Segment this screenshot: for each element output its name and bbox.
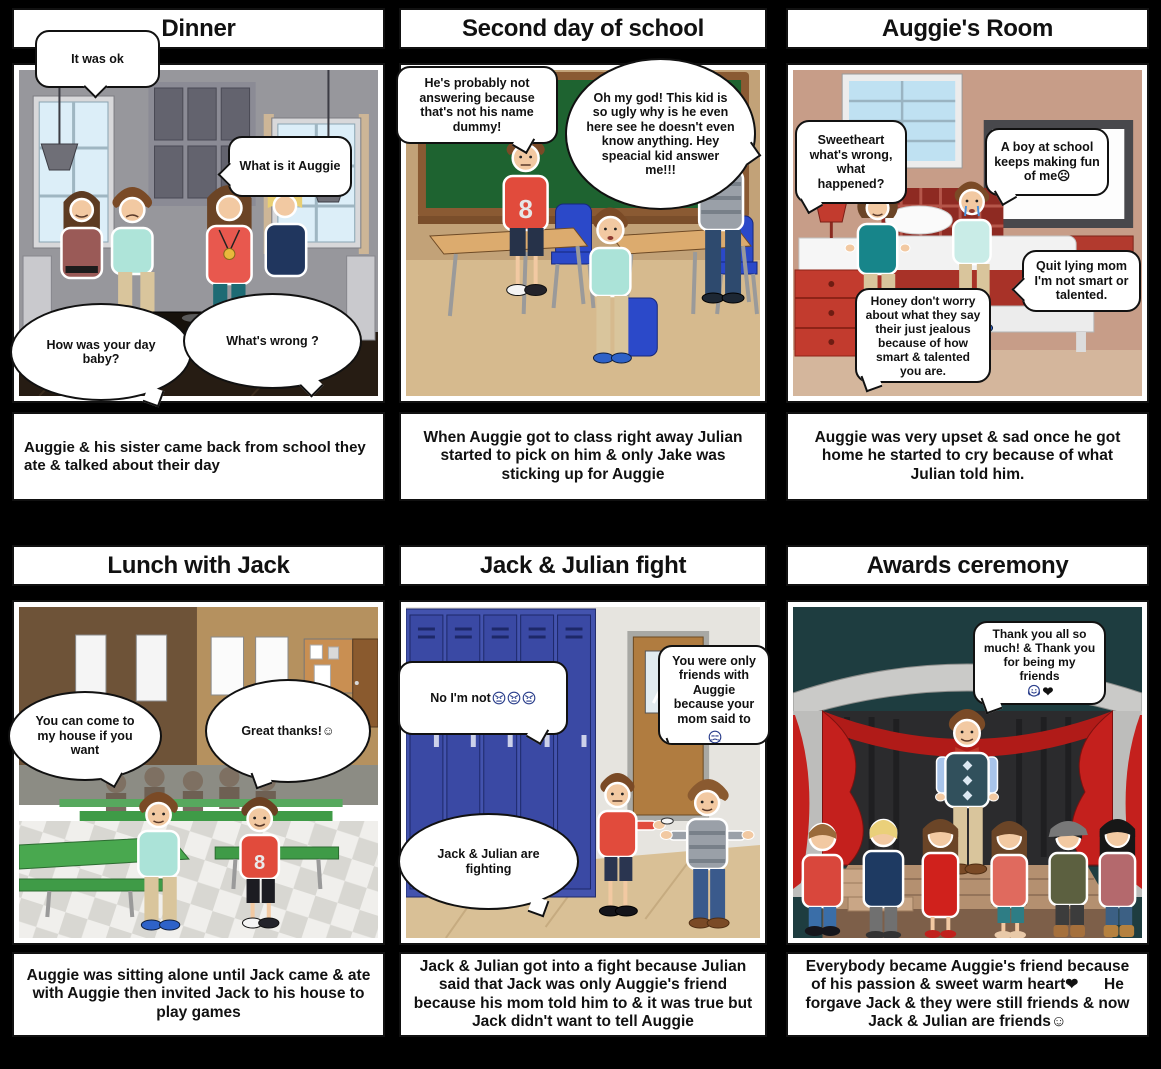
speech-bubble (10, 303, 192, 401)
speech-bubble-text: Thank you all so much! & Thank you for being my friends (983, 627, 1096, 683)
cell-description-text: Auggie & his sister came back from school they ate & talked about their day (24, 438, 370, 474)
speech-bubble-text: No I'm not (430, 690, 491, 705)
speech-bubble (565, 58, 756, 210)
speech-bubble (985, 128, 1109, 196)
storyboard-cell-second-day[interactable] (399, 8, 767, 508)
cell-title (786, 8, 1149, 49)
speech-bubble (8, 691, 162, 781)
speech-bubble (35, 30, 160, 88)
cell-title-text: Auggie's Room (881, 14, 1054, 42)
speech-bubble-text: You can come to my house if you want (35, 714, 135, 758)
cell-description (399, 952, 767, 1037)
cell-title-text: Second day of school (461, 14, 705, 42)
bench-back (80, 811, 333, 821)
speech-bubble (398, 813, 579, 910)
cell-scene (399, 63, 767, 403)
jersey-number: 8 (254, 852, 266, 874)
speech-bubble-text: A boy at school keeps making fun of me☹ (994, 140, 1100, 184)
speech-bubble (228, 136, 352, 197)
door-white (136, 635, 166, 701)
cell-description-text: Auggie was very upset & sad once he got home he started to cry because of what Julian told him. (814, 429, 1125, 483)
cell-description (399, 412, 767, 501)
storyboard-cell-dinner[interactable] (12, 8, 385, 508)
storyboard-cell-awards-ceremony[interactable] (786, 545, 1149, 1045)
speech-bubble-text: What's wrong ? (226, 333, 319, 348)
bench-back (59, 799, 342, 807)
cell-scene (786, 600, 1149, 945)
speech-bubble (1022, 250, 1141, 312)
cell-description-text: Jack & Julian got into a fight because Julian said that Jack was only Auggie's friend because his mom told him to & it was true but Jack didn't want to tell Auggie (413, 957, 757, 1030)
storyboard-cell-lunch-with-jack[interactable] (12, 545, 385, 1045)
speech-bubble-text: Sweetheart what's wrong, what happened? (809, 133, 893, 191)
cell-description (12, 412, 385, 501)
character-dad (266, 186, 306, 276)
angry-face-icon (492, 691, 506, 705)
jersey-number: 8 (518, 193, 533, 225)
cell-title-text: Lunch with Jack (107, 551, 290, 579)
speech-bubble-text: He's probably not answering because that's not his name dummy! (419, 76, 535, 134)
speech-bubble-text: Great thanks!☺ (241, 723, 335, 738)
cell-description-text: Auggie was sitting alone until Jack came & ate with Auggie then invited Jack to his house to play games (26, 967, 375, 1021)
character-mom (61, 191, 101, 278)
cell-title-text: Jack & Julian fight (479, 551, 687, 579)
cell-title (399, 545, 767, 586)
cell-description-text: When Auggie got to class right away Julian started to pick on him & only Jake was sticking up for Auggie (423, 429, 747, 483)
cell-title (399, 8, 767, 49)
cell-scene (399, 600, 767, 945)
storyboard-cell-auggies-room[interactable] (786, 8, 1149, 508)
cell-description-text: Everybody became Auggie's friend because of his passion & sweet warm heart❤ He forgave Jack & they were still friends & now Jack & Julian are friends☺ (805, 957, 1134, 1030)
cell-title-text: Awards ceremony (866, 551, 1069, 579)
hugging-face-icon (1027, 684, 1041, 698)
speech-bubble (855, 288, 991, 383)
cell-description (12, 952, 385, 1037)
speech-bubble-text: Honey don't worry about what they say their just jealous because of how smart & talented you are. (865, 294, 981, 378)
black-heart-icon: ❤ (1042, 683, 1054, 699)
cell-title (786, 545, 1149, 586)
cell-description (786, 952, 1149, 1037)
speech-bubble-text: Oh my god! This kid is so ugly why is he even here see he doesn't even know anything. Hey speacial kid answer me!!! (586, 90, 735, 177)
cell-description (786, 412, 1149, 501)
angry-face-icon (522, 691, 536, 705)
speech-bubble (398, 661, 568, 735)
cell-scene (786, 63, 1149, 403)
cell-scene (12, 600, 385, 945)
angry-face-icon (507, 691, 521, 705)
speech-bubble-text: What is it Auggie (239, 159, 341, 174)
speech-bubble (658, 645, 770, 745)
speech-bubble-text: How was your day baby? (46, 337, 156, 366)
cell-title-text: Dinner (161, 14, 236, 42)
storyboard-cell-jack-julian-fight[interactable] (399, 545, 767, 1045)
speech-bubble-text: Jack & Julian are fighting (437, 847, 540, 876)
cell-title (12, 545, 385, 586)
speech-bubble (795, 120, 907, 204)
speech-bubble (396, 66, 558, 144)
speech-bubble-text: You were only friends with Auggie because your mom said to (672, 653, 756, 726)
triumph-face-icon (708, 730, 722, 744)
speech-bubble (183, 293, 362, 389)
cell-scene (12, 51, 385, 403)
speech-bubble-text: It was ok (71, 51, 124, 66)
speech-bubble-text: Quit lying mom I'm not smart or talented. (1034, 259, 1129, 303)
window (211, 637, 243, 695)
speech-bubble (973, 621, 1106, 705)
speech-bubble (205, 679, 371, 783)
